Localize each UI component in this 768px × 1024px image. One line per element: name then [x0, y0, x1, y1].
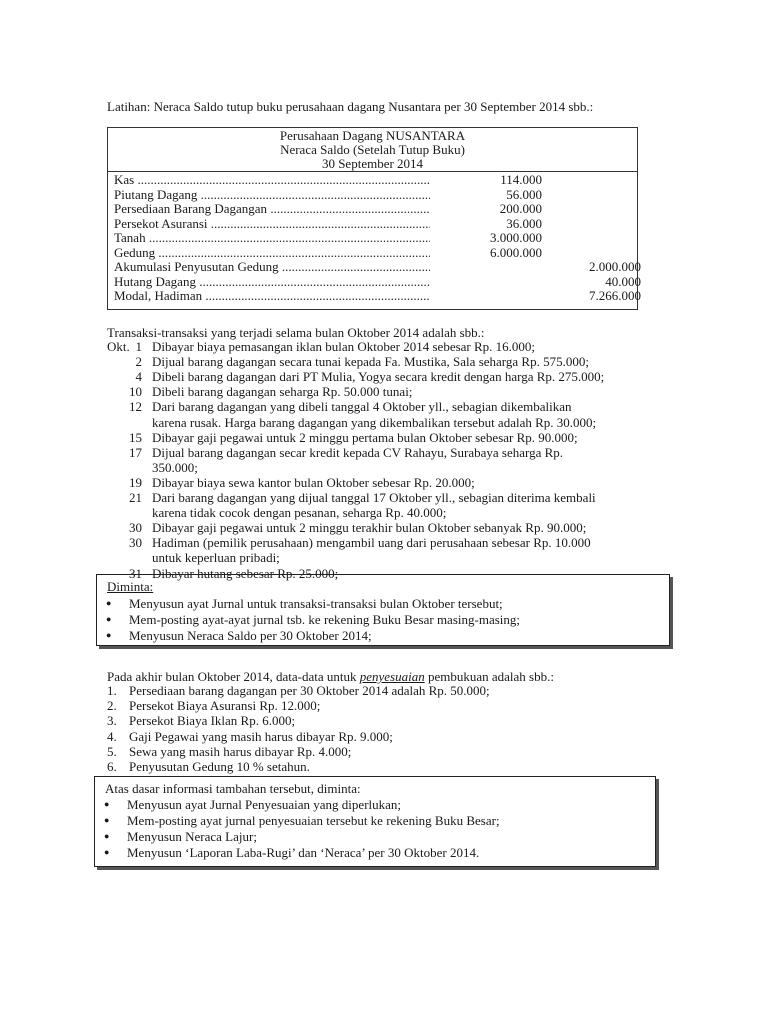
table-date: 30 September 2014: [321, 156, 424, 171]
transaction-text: Dibayar biaya pemasangan iklan bulan Oktober 2014 sebesar Rp. 16.000;: [152, 339, 536, 354]
table-row: [114, 201, 631, 216]
bullet-icon: ●: [104, 831, 110, 841]
transaction-text: untuk keperluan pribadi;: [152, 550, 280, 566]
final-task-text: Menyusun ‘Laporan Laba-Rugi’ dan ‘Neraca’ per 30 Oktober 2014.: [127, 845, 480, 860]
bullet-icon: ●: [104, 799, 110, 809]
transaction-text: Hadiman (pemilik perusahaan) mengambil uang dari perusahaan sebesar Rp. 10.000: [152, 535, 591, 551]
diminta-box: [96, 574, 670, 646]
debit-value: 36.000: [506, 215, 542, 231]
transaction-day: 19: [129, 474, 142, 490]
adjustment-number: 5.: [107, 743, 117, 759]
debit-value: 6.000.000: [490, 244, 542, 260]
transaction-day: 15: [129, 429, 142, 445]
account-name: Akumulasi Penyusutan Gedung .....: [114, 259, 430, 274]
adjustment-item: [107, 759, 310, 774]
adjustment-item: [107, 683, 490, 698]
transaction-text: karena rusak. Harga barang dagangan yang dikembalikan tersebut adalah Rp. 30.000;: [152, 414, 597, 430]
bullet-icon: ●: [104, 847, 110, 857]
table-row: [114, 288, 641, 303]
adjustments-intro-start: Pada akhir bulan Oktober 2014, data-data untuk: [107, 669, 360, 684]
account-name: Persekot Asuransi .....: [114, 216, 430, 231]
bullet-icon: ●: [106, 598, 112, 608]
debit-value: 3.000.000: [490, 230, 542, 245]
adjustments-intro-emphasis: penyesuaian: [359, 669, 425, 684]
transaction-text: Dibayar hutang sebesar Rp. 25.000;: [152, 565, 339, 581]
table-row: [114, 172, 631, 187]
bullet-icon: ●: [106, 614, 112, 624]
final-task-text: Menyusun ayat Jurnal Penyesuaian yang diperlukan;: [127, 797, 402, 812]
table-header: [108, 129, 637, 171]
transaction-text: Dibayar gaji pegawai untuk 2 minggu terakhir bulan Oktober sebanyak Rp. 90.000;: [152, 520, 587, 536]
adjustment-number: 4.: [107, 728, 117, 744]
final-task-text: Mem-posting ayat jurnal penyesuaian tersebut ke rekening Buku Besar;: [127, 813, 500, 828]
debit-value: 114.000: [500, 172, 542, 187]
table-row: [114, 259, 641, 274]
table-row: [114, 216, 631, 231]
adjustments-intro-end: pembukuan adalah sbb.:: [424, 669, 554, 684]
transaction-text: karena tidak cocok dengan pesanan, seharga Rp. 40.000;: [152, 505, 447, 521]
adjustment-text: Persediaan barang dagangan per 30 Oktober 2014 adalah Rp. 50.000;: [129, 683, 490, 698]
table-row: [114, 230, 631, 245]
transaction-day: 31: [129, 565, 142, 581]
adjustment-item: [107, 713, 295, 728]
trial-balance-table: [107, 127, 641, 310]
adjustment-number: 3.: [107, 713, 117, 729]
final-task-box: [94, 776, 656, 867]
adjustment-item: [107, 744, 351, 759]
table-row: [114, 187, 631, 202]
debit-value: 200.000: [499, 201, 542, 216]
account-name: Gedung .....: [114, 245, 430, 260]
transaction-text: Dibeli barang dagangan dari PT Mulia, Yogya secara kredit dengan harga Rp. 275.000;: [152, 369, 605, 385]
adjustment-item: [107, 698, 320, 713]
transaction-day: 17: [129, 444, 142, 460]
bullet-icon: ●: [104, 815, 110, 825]
transaction-day: 12: [129, 399, 142, 415]
transaction-day: 30: [129, 520, 142, 536]
company-name: Perusahaan Dagang NUSANTARA: [279, 128, 466, 143]
credit-value: 7.266.000: [589, 288, 641, 303]
final-task-item: [104, 813, 500, 828]
credit-value: 40.000: [605, 273, 641, 289]
task-text: Menyusun Neraca Saldo per 30 Oktober 2014;: [129, 628, 372, 643]
adjustment-number: 1.: [107, 683, 117, 698]
adjustment-number: 6.: [107, 759, 117, 774]
account-name: Kas .....: [114, 172, 430, 187]
transaction-text: Dari barang dagangan yang dijual tanggal 17 Oktober yll., sebagian diterima kembali: [152, 490, 596, 505]
account-name: Modal, Hadiman .....: [114, 288, 430, 303]
final-task-text: Menyusun Neraca Lajur;: [127, 829, 257, 844]
credit-value: 2.000.000: [589, 259, 641, 274]
transaction-day: 10: [129, 384, 142, 400]
adjustment-item: [107, 729, 393, 744]
transaction-day: 1: [135, 339, 142, 354]
adjustment-text: Sewa yang masih harus dibayar Rp. 4.000;: [129, 743, 352, 759]
transaction-text: Dibeli barang dagangan seharga Rp. 50.000 tunai;: [152, 384, 413, 400]
adjustment-text: Persekot Biaya Iklan Rp. 6.000;: [129, 713, 296, 729]
account-name: Persediaan Barang Dagangan .....: [114, 201, 430, 216]
account-name: Hutang Dagang .....: [114, 274, 430, 289]
debit-value: 56.000: [506, 186, 542, 202]
adjustments-intro: [107, 669, 554, 684]
account-name: Piutang Dagang .....: [114, 187, 430, 202]
transaction-day: 21: [129, 490, 142, 505]
table-title: Neraca Saldo (Setelah Tutup Buku): [280, 142, 465, 157]
table-row: [114, 245, 631, 260]
task-item: [106, 612, 520, 627]
transaction-text: Dijual barang dagangan secara tunai kepada Fa. Mustika, Sala seharga Rp. 575.000;: [152, 354, 589, 370]
diminta-heading: Diminta:: [107, 579, 154, 594]
final-task-item: [104, 829, 257, 844]
transaction-day: 2: [135, 354, 142, 370]
transaction-text: 350.000;: [152, 459, 198, 475]
adjustment-text: Penyusutan Gedung 10 % setahun.: [129, 759, 310, 774]
task-text: Menyusun ayat Jurnal untuk transaksi-transaksi bulan Oktober tersebut;: [129, 596, 503, 611]
transaction-text: Dari barang dagangan yang dibeli tanggal 4 Oktober yll., sebagian dikembalikan: [152, 399, 572, 415]
task-text: Mem-posting ayat-ayat jurnal tsb. ke rekening Buku Besar masing-masing;: [129, 612, 520, 627]
task-item: [106, 628, 372, 643]
transaction-day: 4: [135, 369, 142, 385]
transactions-intro: Transaksi-transaksi yang terjadi selama bulan Oktober 2014 adalah sbb.:: [107, 325, 485, 340]
account-name: Tanah .....: [114, 230, 430, 245]
final-task-heading: Atas dasar informasi tambahan tersebut, diminta:: [105, 781, 361, 796]
transaction-text: Dibayar biaya sewa kantor bulan Oktober sebesar Rp. 20.000;: [152, 474, 475, 490]
exercise-intro-line: Latihan: Neraca Saldo tutup buku perusahaan dagang Nusantara per 30 September 2014 sbb.:: [107, 99, 594, 114]
final-task-item: [104, 797, 401, 812]
month-label: Okt.: [107, 339, 130, 354]
bullet-icon: ●: [106, 630, 112, 640]
table-row: [114, 273, 641, 289]
adjustment-number: 2.: [107, 698, 117, 714]
transaction-text: Dijual barang dagangan secar kredit kepada CV Rahayu, Surabaya seharga Rp.: [152, 444, 564, 460]
adjustment-text: Persekot Biaya Asuransi Rp. 12.000;: [129, 698, 321, 714]
transaction-day: 30: [129, 535, 142, 551]
task-item: [106, 596, 503, 611]
final-task-item: [104, 845, 479, 860]
adjustment-text: Gaji Pegawai yang masih harus dibayar Rp. 9.000;: [129, 728, 393, 744]
transaction-text: Dibayar gaji pegawai untuk 2 minggu pertama bulan Oktober sebesar Rp. 90.000;: [152, 429, 578, 445]
